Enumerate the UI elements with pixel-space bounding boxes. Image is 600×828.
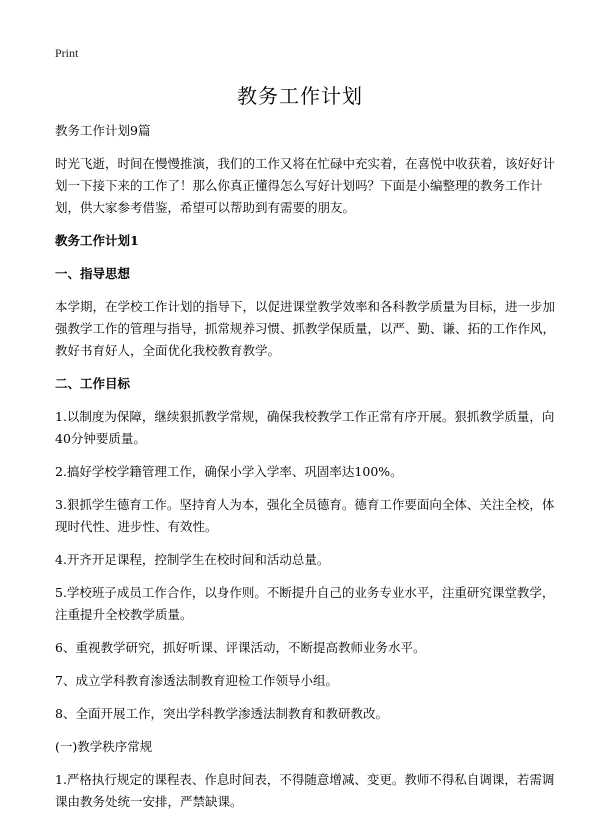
goal-item: 2.搞好学校学籍管理工作，确保小学入学率、巩固率达100%。: [55, 464, 403, 479]
goal-item: 7、成立学科教育渗透法制教育迎检工作领导小组。: [55, 673, 338, 688]
section-heading-guiding-ideas: 一、指导思想: [55, 266, 131, 281]
goal-item: 6、重视教学研究，抓好听课、评课活动，不断提高教师业务水平。: [55, 640, 426, 655]
goal-item: 4.开齐开足课程，控制学生在校时间和活动总量。: [55, 552, 330, 567]
subsection-item: 1.严格执行规定的课程表、作息时间表，不得随意增减、变更。教师不得私自调课，若需调课由教务处统一安排，严禁缺课。: [55, 772, 555, 809]
goal-item: 5.学校班子成员工作合作，以身作则。不断提升自己的业务专业水平，注重研究课堂教学，注重提升全校教学质量。: [55, 585, 555, 622]
document-body: [55, 120, 555, 824]
goal-item: 3.狠抓学生德育工作。坚持育人为本，强化全员德育。德育工作要面向全体、关注全校，体现时代性、进步性、有效性。: [55, 497, 555, 534]
plan-heading: 教务工作计划1: [55, 233, 139, 248]
subsection-heading: (一)教学秩序常规: [55, 739, 153, 754]
goal-item: 8、全面开展工作，突出学科教学渗透法制教育和教研教改。: [55, 706, 388, 721]
page-title: 教务工作计划: [237, 84, 363, 108]
section-heading-goals: 二、工作目标: [55, 376, 131, 391]
intro-paragraph: 时光飞逝，时间在慢慢推演，我们的工作又将在忙碌中充实着，在喜悦中收获着，该好好计划一下接下来的工作了！那么你真正懂得怎么写好计划吗？下面是小编整理的教务工作计划，供大家参考借鉴，希望可以帮助到有需要的朋友。: [55, 156, 556, 215]
section-paragraph-guiding-ideas: 本学期，在学校工作计划的指导下，以促进课堂教学效率和各科教学质量为目标，进一步加强教学工作的管理与指导，抓常规养习惯、抓教学保质量，以严、勤、谦、拓的工作作风，教好书育好人，全面优化我校教育教学。: [55, 299, 556, 358]
goal-item: 1.以制度为保障，继续狠抓教学常规，确保我校教学工作正常有序开展。狠抓教学质量，向40分钟要质量。: [55, 409, 555, 446]
document-subtitle: 教务工作计划9篇: [55, 123, 151, 138]
print-link[interactable]: Print: [55, 46, 79, 60]
